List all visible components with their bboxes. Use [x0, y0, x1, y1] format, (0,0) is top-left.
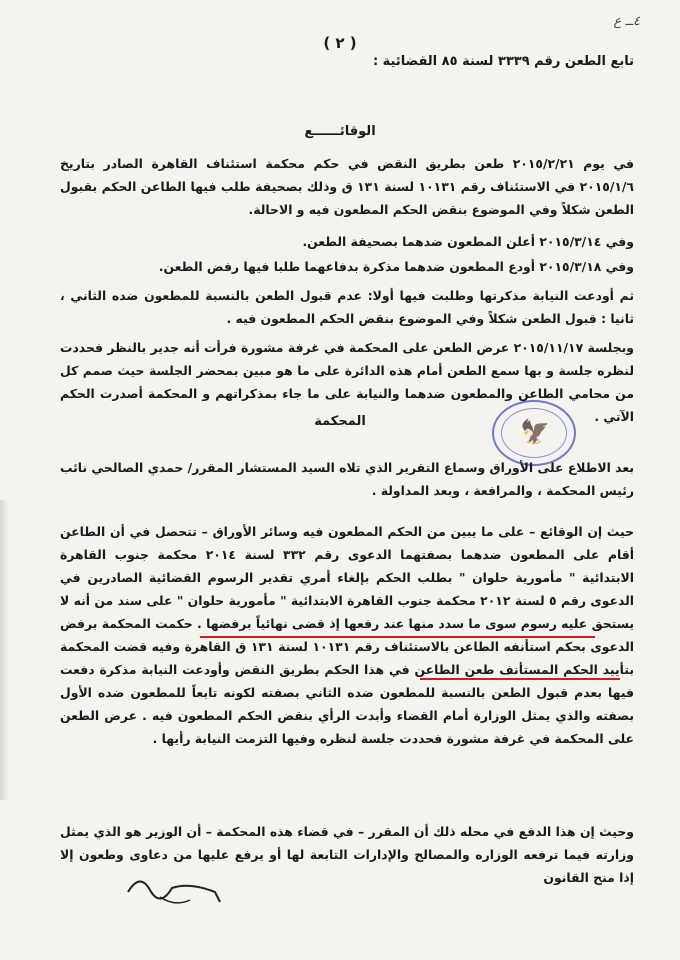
paragraph-review: بعد الاطلاع على الأوراق وسماع التقرير الذي تلاه السيد المستشار المقرر/ حمدي الصالحي نائب رئيس المحكمة ، والمرافعة ، وبعد المداولة .: [60, 460, 634, 498]
case-reference: تابع الطعن رقم ٣٣٣٩ لسنة ٨٥ القضائية :: [372, 54, 634, 69]
page-number: ( ٢ ): [323, 34, 357, 52]
signature-scribble: [120, 862, 230, 912]
court-heading: المحكمة: [314, 414, 366, 429]
red-underline-1: [200, 636, 595, 638]
paragraph-appeal-filing: في يوم ٢٠١٥/٢/٢١ طعن بطريق النقض في حكم محكمة استئناف القاهرة الصادر بتاريخ ٢٠١٥/١/٦ في الاستئناف رقم ١٠١٣١ لسنة ١٣١ ق وذلك بصحيفة طلب فيها الطاعن الحكم بقبول الطعن شكلاً وفي الموضوع بنقض الحكم المطعون فيه و الاحالة.: [60, 156, 635, 217]
facts-heading: الوقائــــــع: [304, 124, 376, 139]
red-underline-2: [420, 678, 620, 680]
paragraph-hearing: وبجلسة ٢٠١٥/١١/١٧ عرض الطعن على المحكمة في غرفة مشورة فرأت أنه جدير بالنظر فحددت لنظره جلسة و بها سمع الطعن أمام هذه الدائرة على ما هو مبين بمحضر الجلسة حيث صمم كل من محامي الطاعن والمطعون ضدهما والنيابة على ما جاء بمذكراتهم و المحكمة أصدرت الحكم الآتي .: [60, 340, 634, 424]
page-edge-shadow: [0, 500, 8, 800]
paragraph-minister-representation: وحيث إن هذا الدفع في محله ذلك أن المقرر – في قضاء هذه المحكمة – أن الوزير هو الذي يمثل وزارته فيما ترفعه الوزاره والمصالح والإدارات التابعة لها أو يرفع عليها من دعاوى وطعون إلا إذا منح القانون: [60, 824, 634, 885]
paragraph-reasoning: حيث إن الوقائع – على ما يبين من الحكم المطعون فيه وسائر الأوراق – تتحصل في أن الطاعن أقام على المطعون ضدهما بصفتهما الدعوى رقم ٣٣٢ لسنة ٢٠١٤ محكمة جنوب القاهرة الابتدائية " مأمورية حلوان " بطلب الحكم بإلغاء أمري تقدير الرسوم القضائية الصادرين في الدعوى رقم ٥ لسنة ٢٠١٢ محكمة جنوب القاهرة الابتدائية " مأمورية حلوان " على سند من أنه لا يستحق عليه رسوم سوى ما سدد منها عند رفعها إذ قضى نهائياً برفضها . حكمت المحكمة برفض الدعوى بحكم استأنفه الطاعن بالاستئناف رقم ١٠١٣١ لسنة ١٣١ ق القاهرة وفيه قضت المحكمة بتأييد الحكم المستأنف طعن الطاعن في هذا الحكم بطريق النقض وأودعت النيابة مذكرة دفعت فيها بعدم قبول الطعن بالنسبة للمطعون ضده الثاني بصفته لكونه تابعاً للمطعون ضده الأول بصفته والذي يمثل الوزارة أمام القضاء وأبدت الرأي بنقض الحكم المطعون فيه . عرض الطعن على المحكمة في غرفة مشورة فحددت جلسة لنظره وفيها التزمت النيابة رأيها .: [60, 524, 634, 746]
paragraph-prosecution-memo: ثم أودعت النيابة مذكرتها وطلبت فيها أولا: عدم قبول الطعن بالنسبة للمطعون ضده الثاني ، ثانيا : قبول الطعن شكلاً وفي الموضوع بنقض الحكم المطعون فيه .: [60, 288, 634, 326]
paragraph-notification: وفي ٢٠١٥/٣/١٤ أعلن المطعون ضدهما بصحيفة الطعن.: [302, 234, 634, 249]
eagle-emblem-icon: 🦅: [520, 418, 550, 446]
paragraph-defense-memo: وفي ٢٠١٥/٣/١٨ أودع المطعون ضدهما مذكرة بدفاعهما طلبا فيها رفض الطعن.: [158, 259, 634, 274]
handwritten-note: ٤ــ ع: [613, 14, 640, 29]
